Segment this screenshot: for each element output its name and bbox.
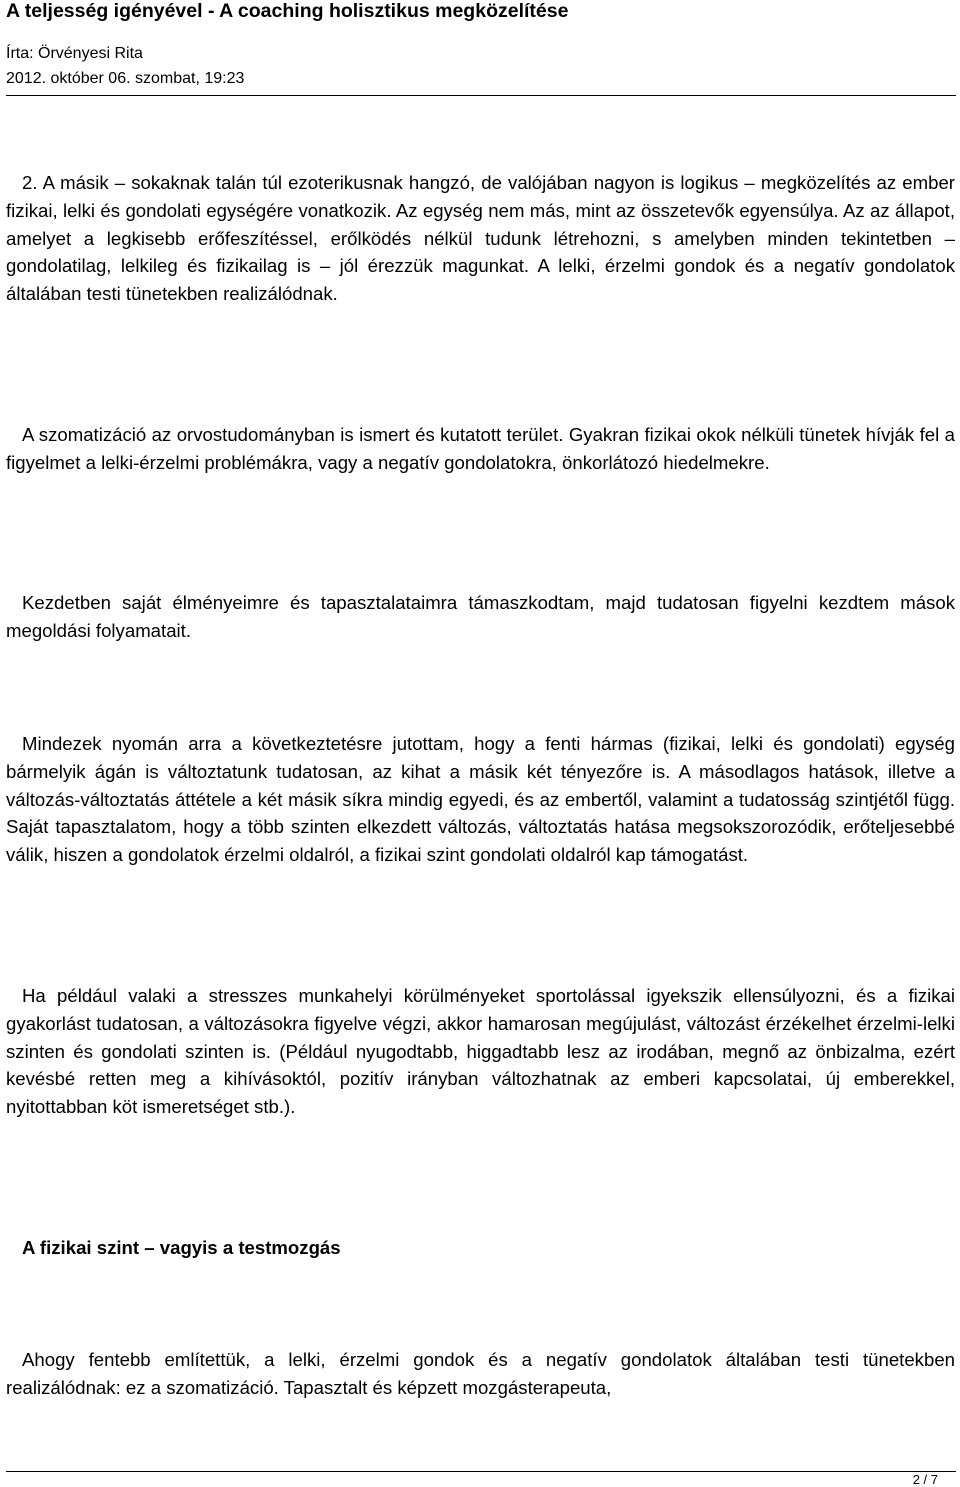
section-heading [6,1234,955,1262]
article-date: 2012. október 06. szombat, 19:23 [6,70,245,87]
paragraph-4-text: Mindezek nyomán arra a következtetésre jutottam, hogy a fenti hármas (fizikai, lelki és gondolati) egység bármelyik ágán is változtatunk tudatosan, az kihat a másik két tényezőre is. A másodlagos hatások, illetve a változás-változtatás áttétele a két másik síkra mindig egyedi, és az embertől, valamint a tudatosság szintjétől függ. Saját tapasztalatom, hogy a több szinten elkezdett változás, változtatás hatása megsokszorozódik, erőteljesebbé válik, hiszen a gondolatok érzelmi oldalról, a fizikai szint gondolati oldalról kap támogatást. [6,733,955,866]
footer-divider [6,1471,956,1472]
page-number: 2 / 7 [912,1472,938,1487]
paragraph-6-text: Ahogy fentebb említettük, a lelki, érzelmi gondok és a negatív gondolatok általában testi tünetekben realizálódnak: ez a szomatizáció. Tapasztalt és képzett mozgásterapeuta, [6,1349,955,1398]
header-divider [6,95,956,96]
paragraph-1 [6,169,955,308]
paragraph-4 [6,730,955,869]
section-heading-text: A fizikai szint – vagyis a testmozgás [22,1237,341,1258]
paragraph-5-text: Ha például valaki a stresszes munkahelyi körülményeket sportolással igyekszik ellensúlyozni, és a fizikai gyakorlást tudatosan, a változásokra figyelve végzi, akkor hamarosan megújulást, változást érzékelhet érzelmi-lelki szinten és gondolati szinten is. (Például nyugodtabb, higgadtabb lesz az irodában, megnő az önbizalma, ezért kevésbé retten meg a kihívásoktól, pozitív irányban változhatnak az emberi kapcsolatai, új emberekkel, nyitottabban köt ismeretséget stb.). [6,985,955,1118]
paragraph-3-text: Kezdetben saját élményeimre és tapasztalataimra támaszkodtam, majd tudatosan figyelni kezdtem mások megoldási folyamatait. [6,592,955,641]
paragraph-5 [6,982,955,1121]
paragraph-6 [6,1346,955,1402]
paragraph-3 [6,589,955,645]
paragraph-2 [6,421,955,477]
paragraph-1-text: 2. A másik – sokaknak talán túl ezoterikusnak hangzó, de valójában nagyon is logikus – megközelítés az ember fizikai, lelki és gondolati egységére vonatkozik. Az egység nem más, mint az összetevők egyensúlya. Az az állapot, amelyet a legkisebb erőfeszítéssel, erőlködés nélkül tudunk létrehozni, s amelyben minden tekintetben – gondolatilag, lelkileg és fizikailag is – jól érezzük magunkat. A lelki, érzelmi gondok és a negatív gondolatok általában testi tünetekben realizálódnak. [6,172,955,305]
article-title: A teljesség igényével - A coaching holisztikus megközelítése [6,0,569,22]
article-author: Írta: Örvényesi Rita [6,45,143,62]
paragraph-2-text: A szomatizáció az orvostudományban is ismert és kutatott terület. Gyakran fizikai okok nélküli tünetek hívják fel a figyelmet a lelki-érzelmi problémákra, vagy a negatív gondolatokra, önkorlátozó hiedelmekre. [6,424,955,473]
